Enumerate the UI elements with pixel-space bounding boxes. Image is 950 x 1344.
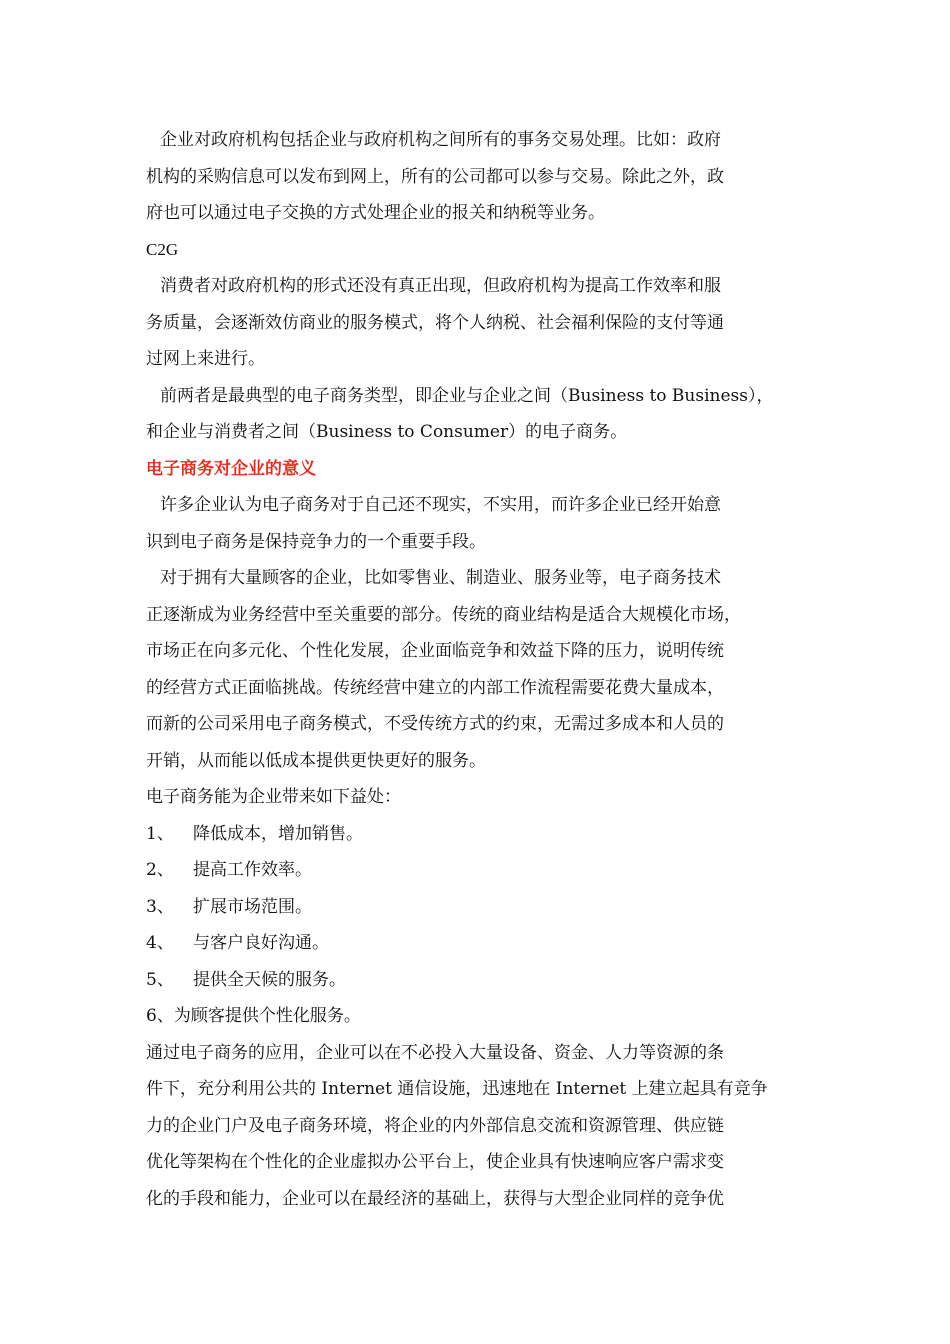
text-line: 市场正在向多元化、个性化发展，企业面临竞争和效益下降的压力，说明传统 xyxy=(146,641,724,661)
list-item xyxy=(146,962,810,999)
list-item xyxy=(146,889,810,926)
text-line: 化的手段和能力，企业可以在最经济的基础上，获得与大型企业同样的竞争优 xyxy=(146,1188,724,1209)
list-text: 降低成本，增加销售。 xyxy=(193,823,363,844)
text-line: 机构的采购信息可以发布到网上，所有的公司都可以参与交易。除此之外，政 xyxy=(146,166,724,187)
benefits-list xyxy=(146,816,810,1035)
text-line: 务质量，会逐渐效仿商业的服务模式，将个人纳税、社会福利保险的支付等通 xyxy=(146,312,724,333)
text-line: 电子商务能为企业带来如下益处： xyxy=(146,787,401,807)
text-line: 对于拥有大量顾客的企业，比如零售业、制造业、服务业等，电子商务技术 xyxy=(160,568,721,588)
paragraph-significance-1 xyxy=(146,487,810,560)
list-item xyxy=(146,925,810,962)
list-text: 提高工作效率。 xyxy=(193,860,312,880)
text-line: 件下，充分利用公共的 Internet 通信设施，迅速地在 Internet 上建立起具有竞争 xyxy=(146,1079,768,1099)
text-line: 开销，从而能以低成本提供更快更好的服务。 xyxy=(146,750,486,771)
text-line: 和企业与消费者之间（Business to Consumer）的电子商务。 xyxy=(146,422,628,442)
text-line: 前两者是最典型的电子商务类型，即企业与企业之间（Business to Business）， xyxy=(160,385,774,406)
list-number: 3、 xyxy=(146,896,174,917)
list-number: 4、 xyxy=(146,933,174,953)
list-text: 扩展市场范围。 xyxy=(193,896,312,917)
text-line: 力的企业门户及电子商务环境，将企业的内外部信息交流和资源管理、供应链 xyxy=(146,1115,724,1136)
paragraph-b2g xyxy=(146,122,810,232)
text-line: 企业对政府机构包括企业与政府机构之间所有的事务交易处理。比如：政府 xyxy=(160,130,721,150)
list-item-6 xyxy=(146,998,810,1035)
paragraph-c2g xyxy=(146,268,810,378)
text-line: 通过电子商务的应用，企业可以在不必投入大量设备、资金、人力等资源的条 xyxy=(146,1042,724,1063)
text-line: 消费者对政府机构的形式还没有真正出现，但政府机构为提高工作效率和服 xyxy=(160,276,721,296)
text-line: 的经营方式正面临挑战。传统经营中建立的内部工作流程需要花费大量成本， xyxy=(146,677,724,698)
section-heading: 电子商务对企业的意义 xyxy=(146,458,316,479)
list-item xyxy=(146,852,810,889)
document-body xyxy=(146,122,810,1217)
text-line: 6、为顾客提供个性化服务。 xyxy=(146,1006,361,1026)
text-line: 而新的公司采用电子商务模式，不受传统方式的约束，无需过多成本和人员的 xyxy=(146,714,724,734)
list-number: 2、 xyxy=(146,860,174,880)
text-line: 许多企业认为电子商务对于自己还不现实，不实用，而许多企业已经开始意 xyxy=(160,495,721,515)
text-line: 府也可以通过电子交换的方式处理企业的报关和纳税等业务。 xyxy=(146,203,605,223)
list-text: 提供全天候的服务。 xyxy=(193,969,346,990)
paragraph-significance-2 xyxy=(146,560,810,779)
list-text: 与客户良好沟通。 xyxy=(193,933,329,953)
text-line: 正逐渐成为业务经营中至关重要的部分。传统的商业结构是适合大规模化市场， xyxy=(146,604,741,625)
paragraph-summary-types xyxy=(146,378,810,451)
benefits-intro xyxy=(146,779,810,816)
c2g-label: C2G xyxy=(146,239,179,259)
text-line: 过网上来进行。 xyxy=(146,349,265,369)
list-item xyxy=(146,816,810,853)
text-line: 识到电子商务是保持竞争力的一个重要手段。 xyxy=(146,531,486,552)
paragraph-closing xyxy=(146,1035,810,1218)
text-line: 优化等架构在个性化的企业虚拟办公平台上，使企业具有快速响应客户需求变 xyxy=(146,1152,724,1172)
list-number: 1、 xyxy=(146,823,174,844)
list-number: 5、 xyxy=(146,969,174,990)
